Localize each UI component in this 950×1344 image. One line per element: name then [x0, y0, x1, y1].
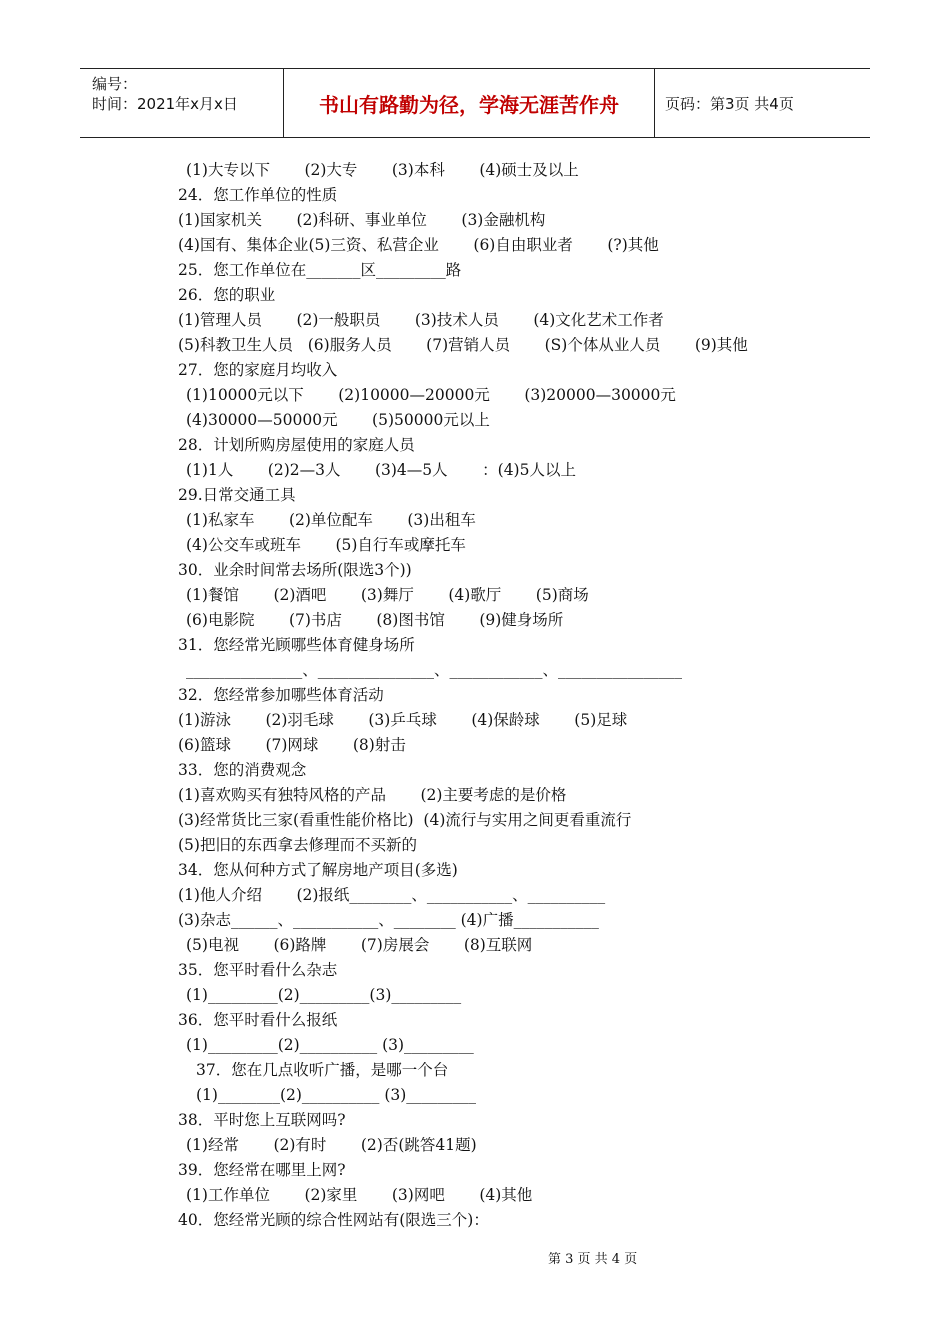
- question-line: 32．您经常参加哪些体育活动: [178, 686, 384, 704]
- question-line: (3)经常货比三家(看重性能价格比) (4)流行与实用之间更看重流行: [178, 811, 632, 829]
- question-line: 24．您工作单位的性质: [178, 186, 338, 204]
- question-line: (5)把旧的东西拿去修理而不买新的: [178, 836, 417, 854]
- question-line: 26．您的职业: [178, 286, 276, 304]
- question-line: 29.日常交通工具: [178, 486, 296, 504]
- question-line: (4)国有、集体企业(5)三资、私营企业 (6)自由职业者 (?)其他: [178, 236, 659, 254]
- question-line: (1)大专以下 (2)大专 (3)本科 (4)硕士及以上: [186, 161, 579, 179]
- question-line: 27．您的家庭月均收入: [178, 361, 338, 379]
- question-line: (6)篮球 (7)网球 (8)射击: [178, 736, 406, 754]
- question-line: 34．您从何种方式了解房地产项目(多选): [178, 861, 458, 879]
- question-line: (1)餐馆 (2)酒吧 (3)舞厅 (4)歌厅 (5)商场: [186, 586, 589, 604]
- question-line: (1)喜欢购买有独特风格的产品 (2)主要考虑的是价格: [178, 786, 567, 804]
- question-line: (6)电影院 (7)书店 (8)图书馆 (9)健身场所: [186, 611, 564, 629]
- question-line: 40．您经常光顾的综合性网站有(限选三个)：: [178, 1211, 489, 1229]
- question-line: (1)________(2)__________ (3)_________: [196, 1086, 477, 1104]
- question-line: (1)1人 (2)2—3人 (3)4—5人 ：(4)5人以上: [186, 461, 576, 479]
- question-line: 36．您平时看什么报纸: [178, 1011, 338, 1029]
- question-line: 35．您平时看什么杂志: [178, 961, 338, 979]
- question-line: _______________、_______________、____________、________________: [186, 661, 683, 679]
- question-line: (1)_________(2)_________(3)_________: [186, 986, 462, 1004]
- page-header: [80, 68, 870, 138]
- question-line: 25．您工作单位在_______区_________路: [178, 261, 462, 279]
- header-motto-cell: [284, 69, 655, 137]
- question-line: (1)私家车 (2)单位配车 (3)出租车: [186, 511, 476, 529]
- page-footer: 第 3 页 共 4 页: [548, 1252, 638, 1267]
- question-line: (1)经常 (2)有时 (2)否(跳答41题): [186, 1136, 477, 1154]
- header-motto: 书山有路勤为径，学海无涯苦作舟: [319, 92, 619, 117]
- question-line: 37．您在几点收听广播，是哪一个台: [196, 1061, 449, 1079]
- question-line: (1)_________(2)__________ (3)_________: [186, 1036, 474, 1054]
- doc-number-label: 编号：: [92, 75, 138, 93]
- question-line: (4)公交车或班车 (5)自行车或摩托车: [186, 536, 466, 554]
- question-line: (1)管理人员 (2)一般职员 (3)技术人员 (4)文化艺术工作者: [178, 311, 664, 329]
- question-line: (1)他人介绍 (2)报纸________、___________、__________: [178, 886, 606, 904]
- question-line: (1)10000元以下 (2)10000—20000元 (3)20000—30000元: [186, 386, 676, 404]
- header-page-label: 页码：第3页 共4页: [665, 94, 794, 113]
- question-line: 33．您的消费观念: [178, 761, 307, 779]
- header-page-cell: [655, 69, 870, 137]
- question-line: (1)工作单位 (2)家里 (3)网吧 (4)其他: [186, 1186, 533, 1204]
- question-line: (5)科教卫生人员 (6)服务人员 (7)营销人员 (S)个体从业人员 (9)其他: [178, 336, 748, 354]
- question-line: 28．计划所购房屋使用的家庭人员: [178, 436, 415, 454]
- doc-time-label: 时间：2021年x月x日: [92, 95, 238, 113]
- header-meta: [80, 69, 284, 137]
- question-line: (3)杂志______、___________、________ (4)广播___________: [178, 911, 599, 929]
- question-line: (4)30000—50000元 (5)50000元以上: [186, 411, 490, 429]
- question-line: 39．您经常在哪里上网?: [178, 1161, 346, 1179]
- question-line: 30．业余时间常去场所(限选3个)): [178, 561, 412, 579]
- question-line: 31．您经常光顾哪些体育健身场所: [178, 636, 415, 654]
- question-line: (1)国家机关 (2)科研、事业单位 (3)金融机构: [178, 211, 546, 229]
- question-line: (1)游泳 (2)羽毛球 (3)乒乓球 (4)保龄球 (5)足球: [178, 711, 628, 729]
- question-line: 38．平时您上互联网吗?: [178, 1111, 346, 1129]
- question-line: (5)电视 (6)路牌 (7)房展会 (8)互联网: [186, 936, 533, 954]
